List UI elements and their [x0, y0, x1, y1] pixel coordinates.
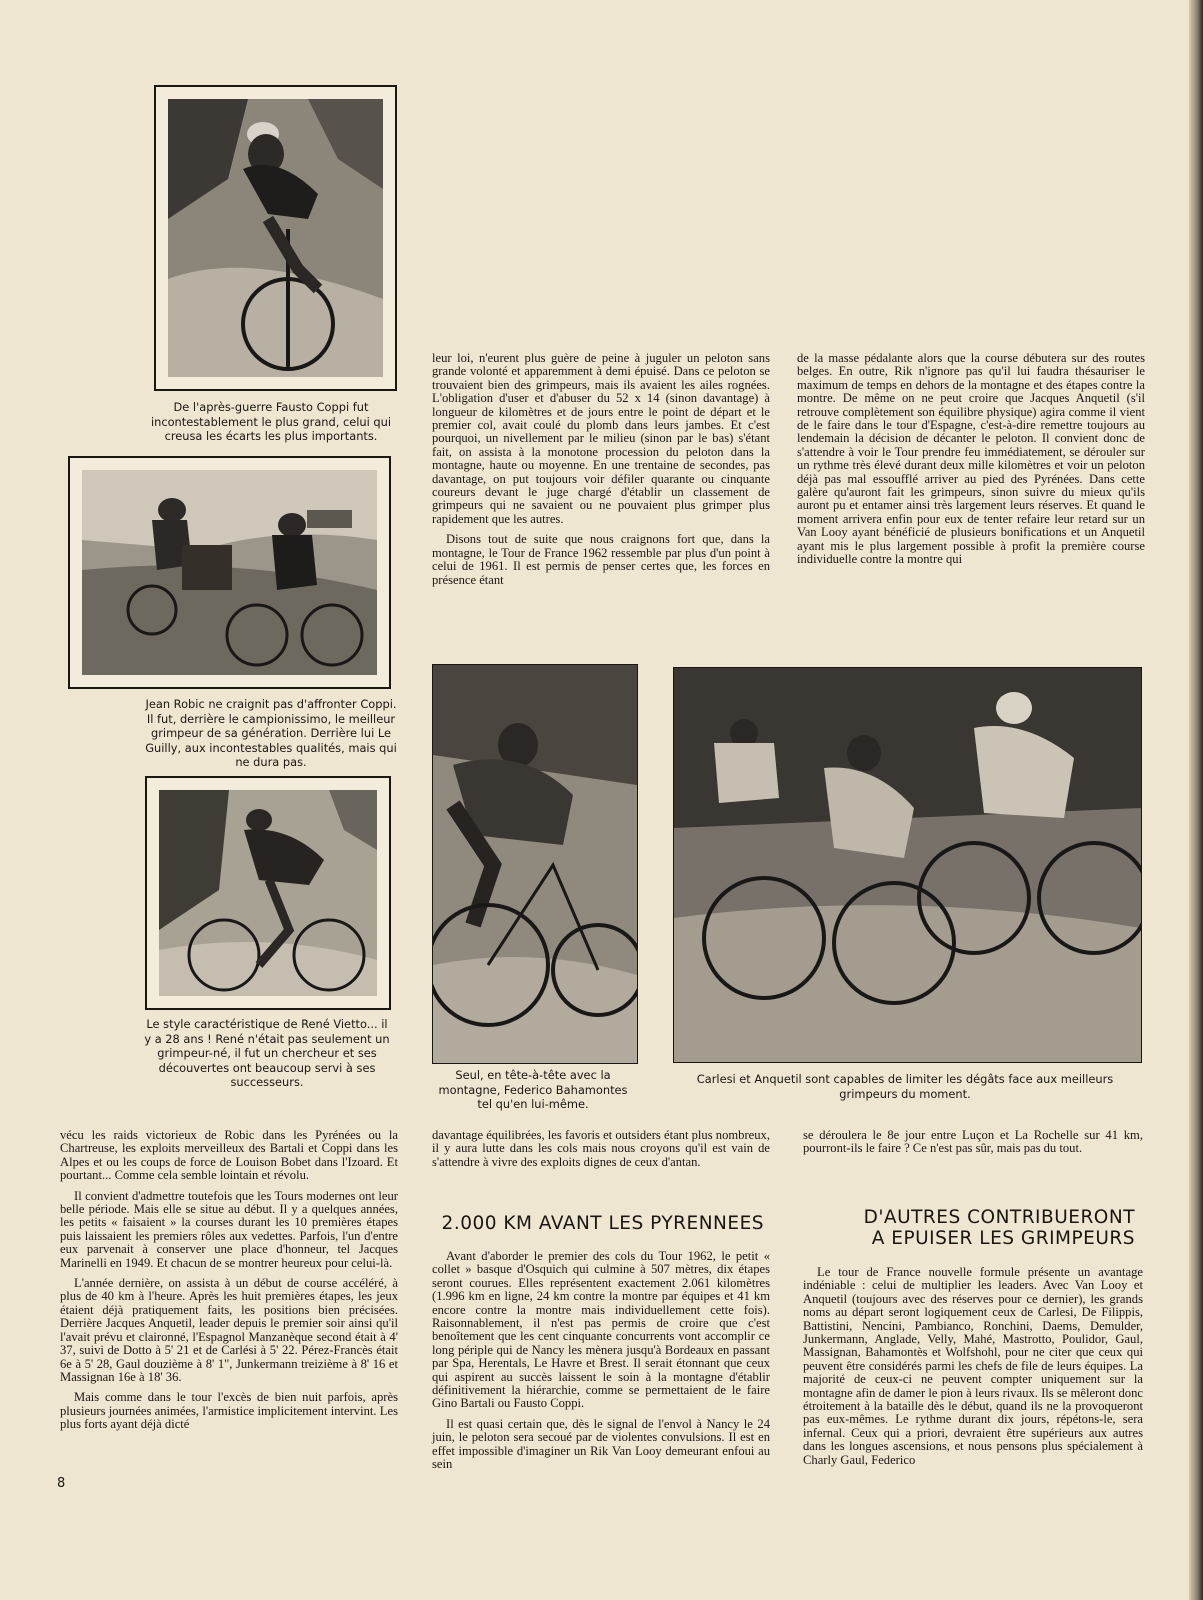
- paragraph: se déroulera le 8e jour entre Luçon et La Rochelle sur 41 km, pourront-ils le faire ? Ce n'est pas sûr, mais pas du tout.: [803, 1128, 1143, 1156]
- text-column-upper-middle: [432, 352, 770, 594]
- text-column-lower-right-top: [803, 1129, 1143, 1163]
- section-heading-grimpeurs: [803, 1207, 1135, 1249]
- paragraph: Il est quasi certain que, dès le signal de l'envol à Nancy le 24 juin, le peloton sera secoué par de violentes convulsions. Il est en effet impossible d'imaginer un Rik Van Looy demeurant enfoui au sein: [432, 1416, 770, 1472]
- paragraph: Le tour de France nouvelle formule présente un avantage indéniable : celui de multiplier les leaders. Avec Van Looy et Anquetil (toujours avec des réserves pour ce dernier), les grands noms au départ seront logiquement ceux de Carlesi, De Filippis, Battistini, Nencini, Pambianco, Ronchini, Daems, Demulder, Junkermann, Anglade, Velly, Mahé, Mastrotto, Poulidor, Gaul, Massignan, Bahamontès et Wolfshohl, pour ne citer que ceux qui peuvent être considérés parmi les chefs de file de leurs équipes. La majorité de ceux-ci ne peuvent compter uniquement sur la montagne afin de damer le pion à leurs rivaux. Ils se mêleront donc étroitement à la bataille dès le début, quand ils ne la provoqueront pas eux-mêmes. Le rythme durant dix jours, répétons-le, sera infernal. Ceux qui a priori, devraient être supérieurs aux autres dans les longues ascensions, et nous pensons plus spécialement à Charly Gaul, Federico: [803, 1265, 1143, 1467]
- paragraph: davantage équilibrées, les favoris et outsiders étant plus nombreux, il y aura lutte dans les cols mais nous croyons qu'il est vain de s'attendre à vivre des exploits dignes de ceux d'antan.: [432, 1128, 770, 1169]
- photo-vietto: [159, 790, 377, 996]
- section-heading-grimpeurs-line2: A EPUISER LES GRIMPEURS: [871, 1228, 1135, 1249]
- section-heading-pyrenees: 2.000 KM AVANT LES PYRENNEES: [441, 1213, 764, 1234]
- photo-bahamontes: [432, 664, 638, 1064]
- photo-frame-robic: [68, 456, 391, 689]
- text-column-upper-right: [797, 352, 1145, 574]
- text-column-lower-right: [803, 1266, 1143, 1474]
- paragraph: Avant d'aborder le premier des cols du Tour 1962, le petit « collet » basque d'Osquich qui culmine à 507 mètres, dix étapes seront courues. Elles représentent exactement 2.061 kilomètres (1.996 km en ligne, 24 km contre la montre par équipes et 41 km encore contre la montre mais individuellement cette fois). Raisonnablement, il n'est pas permis de croire que c'est benoîtement que les cent cinquante concurrents vont accomplir ce long périple qui de Nancy les mènera jusqu'à Bordeaux en passant par Spa, Herentals, Le Havre et Brest. Il serait étonnant que ceux qui aspirent au succès laissent le soin à la montagne d'établir définitivement la hiérarchie, comme se permettaient de le faire Gino Bartali ou Fausto Coppi.: [432, 1249, 770, 1411]
- photo-carlesi-anquetil: [673, 667, 1142, 1063]
- text-column-lower-left: [60, 1129, 398, 1439]
- caption-bahamontes: Seul, en tête-à-tête avec la montagne, Federico Bahamontes tel qu'en lui-même.: [438, 1068, 628, 1112]
- paragraph: Mais comme dans le tour l'excès de bien nuit parfois, après plusieurs journées animées, l'armistice implicitement intervint. Les plus forts ayant déjà dicté: [60, 1390, 398, 1432]
- caption-coppi: De l'après-guerre Fausto Coppi fut incontestablement le plus grand, celui qui creusa les écarts les plus importants.: [150, 400, 392, 444]
- caption-robic: Jean Robic ne craignit pas d'affronter Coppi. Il fut, derrière le campionissimo, le meilleur grimpeur de sa génération. Derrière lui Le Guilly, aux incontestables qualités, mais qui ne dura pas.: [145, 697, 397, 770]
- caption-vietto: Le style caractéristique de René Vietto... il y a 28 ans ! René n'était pas seulement un grimpeur-né, il fut un chercheur et ses découvertes ont beaucoup servi à ses successeurs.: [144, 1017, 390, 1090]
- photo-frame-vietto: [145, 776, 391, 1010]
- paragraph: Disons tout de suite que nous craignons fort que, dans la montagne, le Tour de France 1962 ressemble par plus d'un point à celui de 1961. Il est permis de penser certes que, les forces en présence étant: [432, 532, 770, 587]
- paragraph: leur loi, n'eurent plus guère de peine à juguler un peloton sans grande volonté et apparemment à demi épuisé. Dans ce peloton se trouvaient bien des grimpeurs, mais ils avaient les ailes rognées. L'obligation d'user et d'abuser du 52 x 14 (sinon davantage) à longueur de kilomètres et de jours entre le point de départ et le premier col, avait coulé du plomb dans leurs jambes. Et c'est pourquoi, un nivellement par le milieu (sinon par le bas) s'étant fait, on assista à la monotone procession du peloton dans la montagne, haute ou moyenne. En une trentaine de secondes, pas davantage, on put toujours voir défiler quarante ou cinquante coureurs devant le juge chargé d'établir un classement de grimpeurs qui ne savaient ou ne pouvaient plus grimper plus rapidement que les autres.: [432, 351, 770, 526]
- section-heading-grimpeurs-line1: D'AUTRES CONTRIBUERONT: [863, 1207, 1135, 1228]
- page-number: 8: [57, 1476, 66, 1491]
- caption-carlesi-anquetil: Carlesi et Anquetil sont capables de limiter les dégâts face aux meilleurs grimpeurs du moment.: [696, 1072, 1114, 1101]
- page-edge: [1189, 0, 1203, 1600]
- photo-robic: [82, 470, 377, 675]
- text-column-lower-middle-top: [432, 1129, 770, 1176]
- paragraph: de la masse pédalante alors que la course débutera sur des routes belges. En outre, Rik n'ignore pas qu'il lui faudra thésauriser le maximum de temps en dehors de la montagne et des étapes contre la montre. De même on ne peut croire que Jacques Anquetil (s'il retrouve complètement son équilibre physique) agira comme il vient de le faire dans le tour d'Espagne, c'est-à-dire remettre toujours au lendemain la décision de décanter le peloton. Il convient donc de s'attendre à voir le Tour prendre feu immédiatement, se dérouler sur un rythme très élevé durant deux mille kilomètres et voir un peloton déjà pas mal essoufflé arriver au pied des Pyrénées. Dans cette galère qu'auront fait les grimpeurs, sinon suivre du mieux qu'ils auront pu et entamer ainsi très largement leurs réserves. Et quand le moment arrivera enfin pour eux de tenter refaire leur retard sur un Van Looy ayant bénéficié de plusieurs bonifications et un Anquetil ayant mis le plus largement possible à profit la première course individuelle contre la montre qui: [797, 351, 1145, 567]
- paragraph: L'année dernière, on assista à un début de course accéléré, à plus de 40 km à l'heure. Après les huit premières étapes, les jeux étaient déjà pratiquement faits, les positions bien précisées. Derrière Jacques Anquetil, leader depuis le premier soir ainsi qu'il l'avait prévu et claironné, l'Espagnol Manzanèque second était à 4' 37, suivi de Dotto à 5' 21 et de Carlési à 5' 22. Pérez-Francès était 6e à 5' 28, Gaul douzième à 8' 1", Junkermann treizième à 8' 16 et Massignan 16e à 18' 36.: [60, 1276, 398, 1384]
- paragraph: Il convient d'admettre toutefois que les Tours modernes ont leur belle période. Mais elle se situe au début. Il y a quelques années, les petits « faisaient » la courses durant les 10 premières étapes puis laissaient les premiers rôles aux vedettes. Parfois, l'un d'entre eux parvenait à conserver une place d'honneur, tel Jacques Marinelli en 1949. Et chacun de se montrer heureux pour celui-là.: [60, 1188, 398, 1270]
- paragraph: vécu les raids victorieux de Robic dans les Pyrénées ou la Chartreuse, les exploits merveilleux des Bartali et Coppi dans les Alpes et ou les coups de force de Louison Bobet dans l'Izoard. Et pourtant... Comme cela semble lointain et révolu.: [60, 1128, 398, 1183]
- photo-coppi: [168, 99, 383, 377]
- text-column-lower-middle: [432, 1250, 770, 1479]
- photo-frame-coppi: [154, 85, 397, 391]
